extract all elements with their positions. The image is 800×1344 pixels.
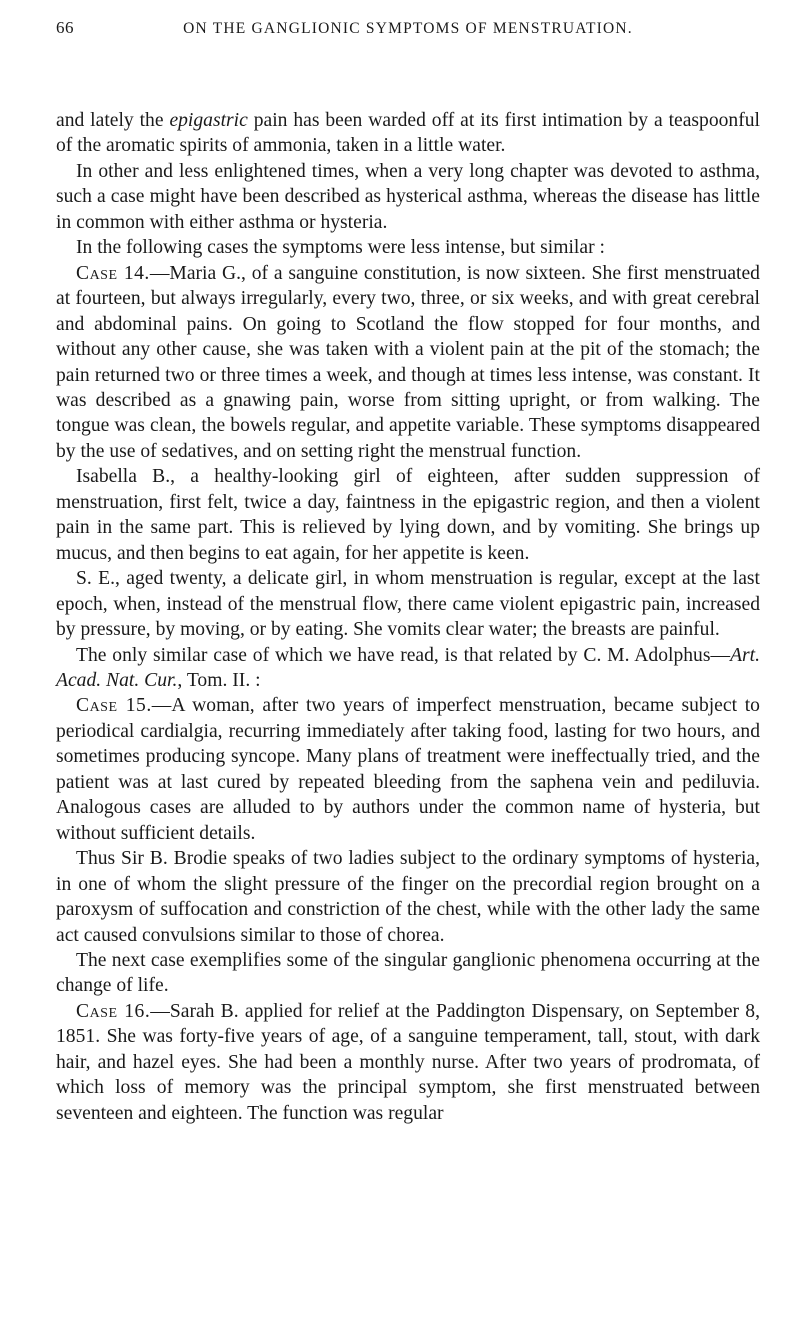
case-16-label: Case 16. — [76, 1000, 151, 1022]
paragraph-adolphus-text-a: The only similar case of which we have read, is that related by C. M. Adolphus— — [76, 644, 731, 666]
paragraph-adolphus — [56, 643, 760, 694]
case-14-label: Case 14. — [76, 262, 150, 284]
case-14-paragraph — [56, 261, 760, 465]
paragraph-1-italic: epigastric — [169, 110, 248, 131]
paragraph-1 — [56, 108, 760, 159]
case-15-text: —A woman, after two years of imperfect menstruation, became subject to periodical cardialgia, recurring immediately after taking food, lasting for two hours, and sometimes producing syncope. Many plans of treatment were ineffectually tried, and the patient was at last cured by repeated bleeding from the saphena vein and pediluvia. Analogous cases are alluded to by authors under the common name of hysteria, but without sufficient details. — [56, 695, 760, 844]
running-head — [56, 18, 760, 58]
paragraph-isabella: Isabella B., a healthy-looking girl of eighteen, after sudden suppression of menstruation, first felt, twice a day, faintness in the epigastric region, and then a violent pain in the same part. This is relieved by lying down, and by vomiting. She brings up mucus, and then begins to eat again, for her appetite is keen. — [56, 466, 760, 564]
paragraph-1-text-a: and lately the — [56, 110, 170, 131]
case-16-text: —Sarah B. applied for relief at the Paddington Dispensary, on September 8, 1851. She was forty-five years of age, of a sanguine temperament, tall, stout, with dark hair, and hazel eyes. She had been a monthly nurse. After two years of prodromata, of which loss of memory was the principal symptom, she first menstruated between seventeen and eighteen. The function was regular — [56, 1000, 760, 1124]
paragraph-brodie: Thus Sir B. Brodie speaks of two ladies subject to the ordinary symptoms of hysteria, in one of whom the slight pressure of the finger on the precordial region brought on a paroxysm of suffocation and constriction of the chest, while with the other lady the same act caused convulsions similar to those of chorea. — [56, 848, 760, 946]
paragraph-adolphus-text-b: , Tom. II. : — [177, 669, 261, 691]
case-15-paragraph — [56, 693, 760, 846]
page-number: 66 — [56, 18, 74, 37]
body-text — [56, 108, 760, 1126]
case-14-text: —Maria G., of a sanguine constitution, is now sixteen. She first menstruated at fourteen, but always irregularly, every two, three, or six weeks, and with great cerebral and abdominal pains. On going to Scotland the flow stopped for four months, and without any other cause, she was taken with a violent pain at the pit of the stomach; the pain returned two or three times a week, and though at times less intense, was constant. It was described as a gnawing pain, worse from sitting upright, or from walking. The tongue was clean, the bowels regular, and appetite variable. These symptoms disappeared by the use of sedatives, and on setting right the menstrual function. — [56, 262, 760, 462]
case-16-paragraph — [56, 999, 760, 1126]
paragraph-2: In other and less enlightened times, when a very long chapter was devoted to asthma, such a case might have been described as hysterical asthma, whereas the disease has little in common with either asthma or hysteria. — [56, 160, 760, 233]
case-15-label: Case 15. — [76, 695, 152, 717]
running-title: ON THE GANGLIONIC SYMPTOMS OF MENSTRUATION. — [183, 20, 633, 37]
paragraph-se: S. E., aged twenty, a delicate girl, in whom menstruation is regular, except at the last epoch, when, instead of the menstrual flow, there came violent epigastric pain, increased by pressure, by moving, or by eating. She vomits clear water; the breasts are painful. — [56, 568, 760, 641]
paragraph-adolphus-citation: Art. Acad. Nat. Cur. — [56, 644, 760, 691]
paragraph-next-case: The next case exemplifies some of the singular ganglionic phenomena occurring at the change of life. — [56, 949, 760, 997]
paragraph-1-text-b: pain has been warded off at its first intimation by a teaspoonful of the aromatic spirits of ammonia, taken in a little water. — [56, 110, 760, 157]
paragraph-3: In the following cases the symptoms were less intense, but similar : — [76, 237, 605, 259]
